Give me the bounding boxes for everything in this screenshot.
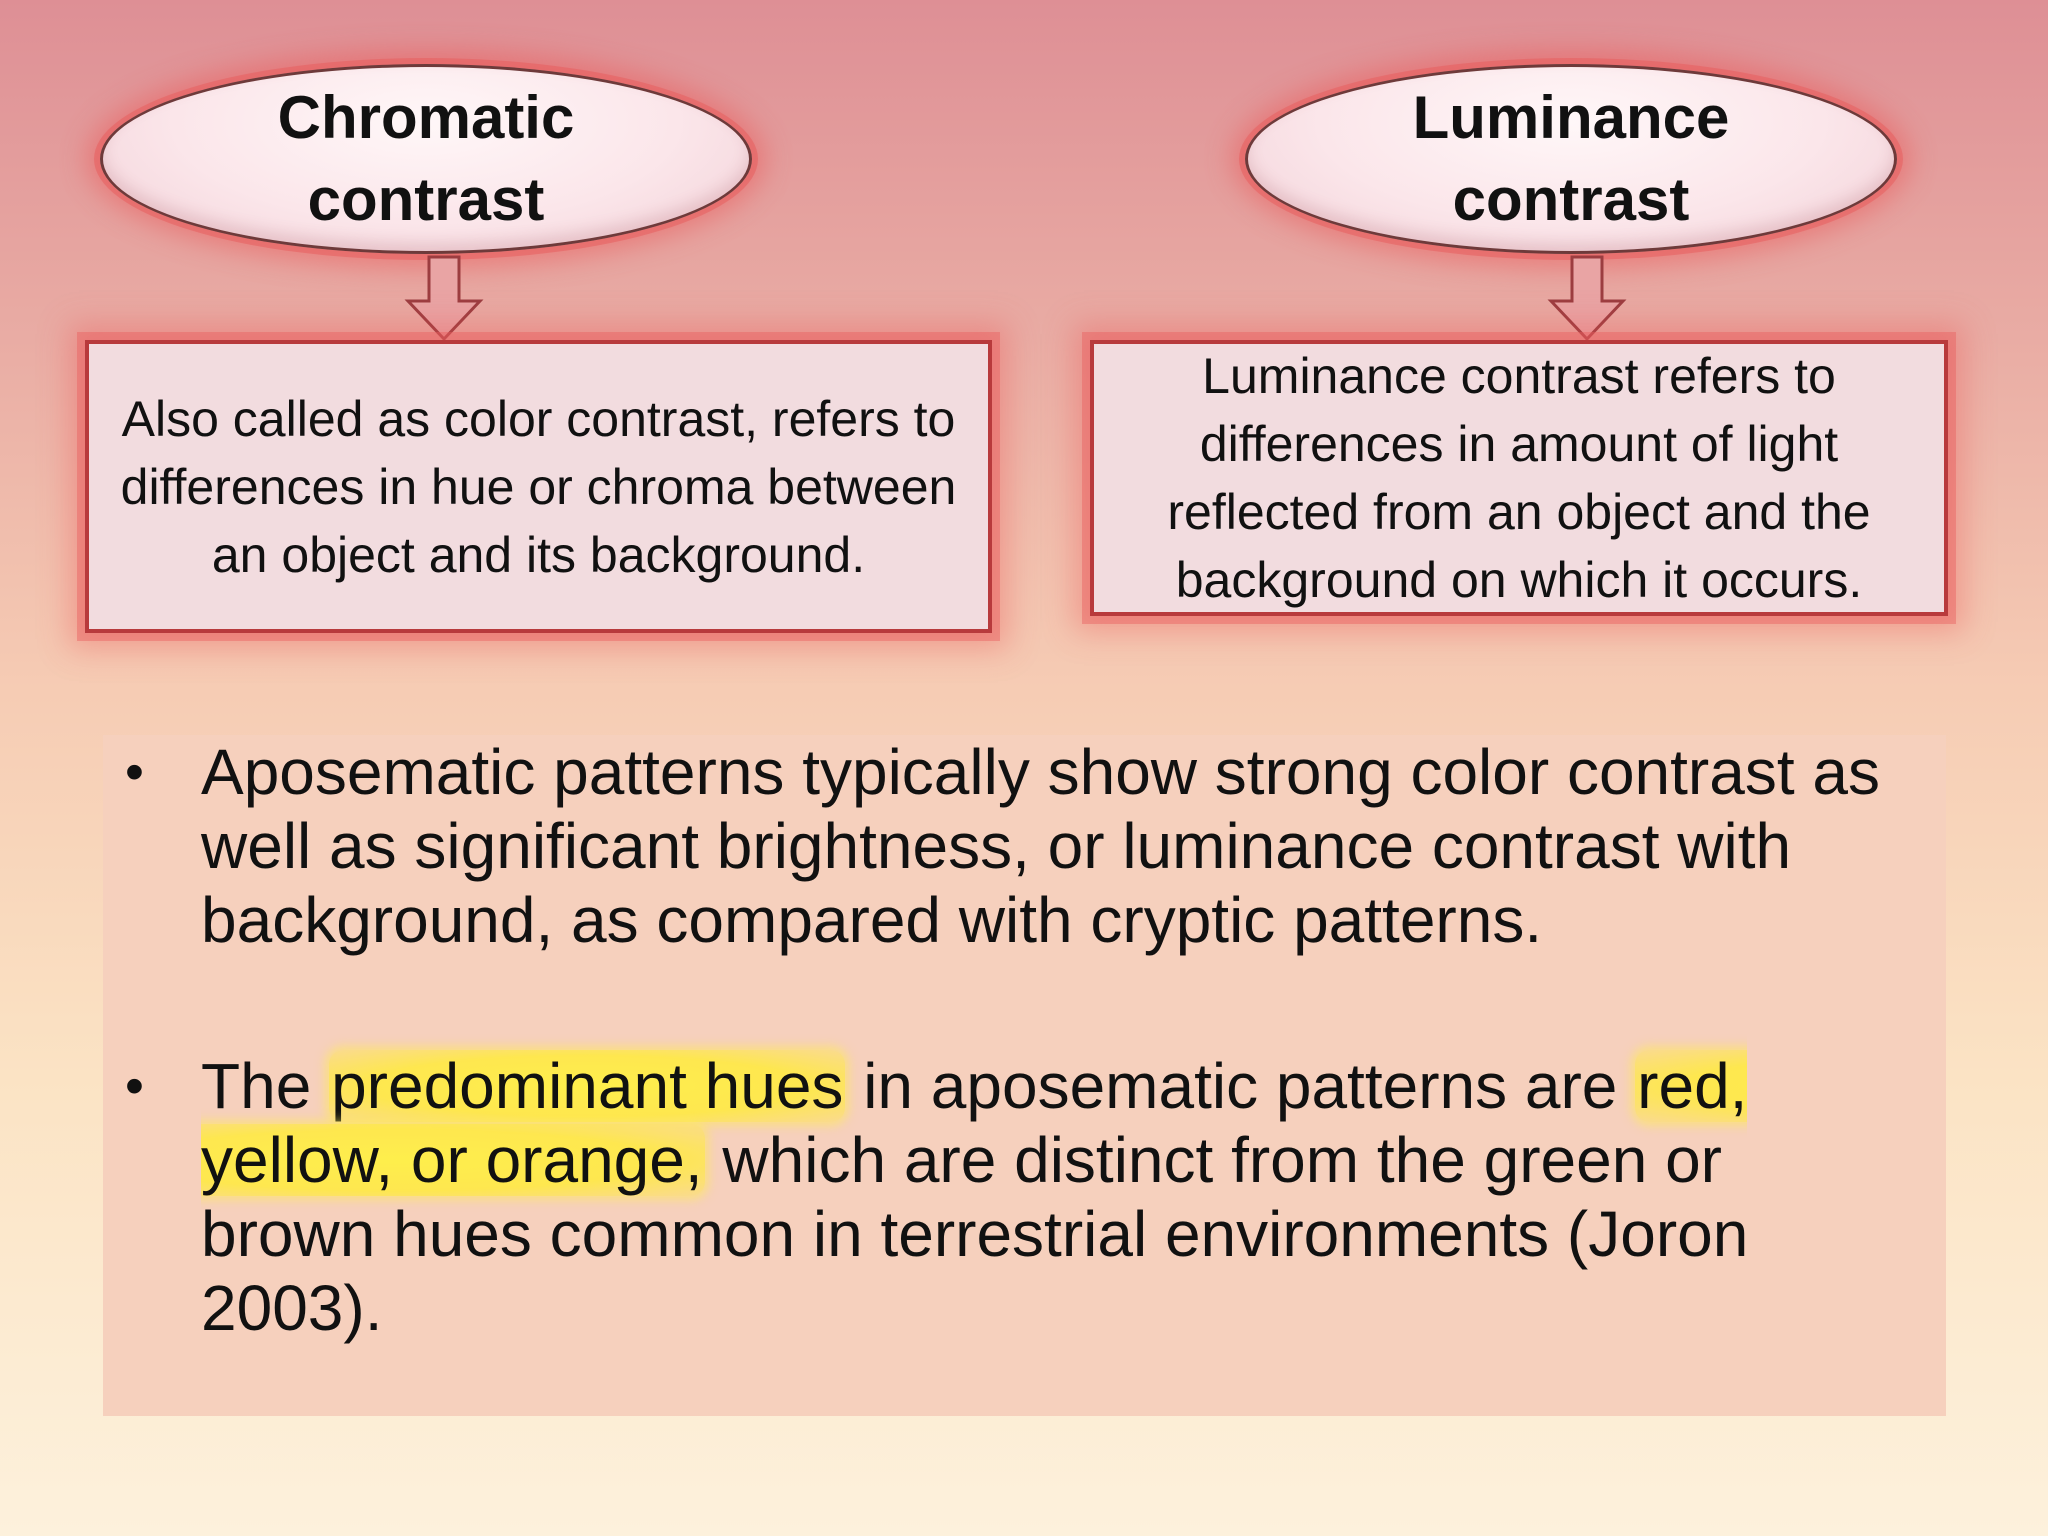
bullet-item	[125, 1049, 1901, 1345]
luminance-contrast-description-box	[1090, 340, 1948, 616]
bullet-text-part: which are distinct from the green or brown hues common in terrestrial environments (Joron 2003).	[201, 1124, 1749, 1344]
chromatic-contrast-description: Also called as color contrast, refers to differences in hue or chroma between an object and its background.	[120, 390, 957, 583]
bullet-dot-icon: •	[125, 742, 144, 802]
bullet-panel	[103, 735, 1946, 1416]
chromatic-contrast-title: Chromatic contrast	[277, 84, 575, 233]
bullet-text-part: The	[201, 1050, 330, 1122]
bullet-item	[125, 735, 1901, 957]
luminance-contrast-node	[1245, 64, 1897, 254]
bullet-dot-icon: •	[125, 1056, 144, 1116]
highlighted-text: red, yellow, or orange,	[201, 1050, 1748, 1196]
chromatic-contrast-node	[100, 64, 752, 254]
down-arrow-icon	[404, 255, 484, 343]
luminance-contrast-description: Luminance contrast refers to differences in amount of light reflected from an object and the background on which it occurs.	[1167, 348, 1871, 608]
luminance-contrast-title: Luminance contrast	[1412, 84, 1730, 233]
bullet-text-part: in aposematic patterns are	[845, 1050, 1636, 1122]
highlighted-text: predominant hues	[331, 1050, 844, 1122]
bullet-text: Aposematic patterns typically show strong color contrast as well as significant brightness, or luminance contrast with background, as compared with cryptic patterns.	[201, 736, 1880, 956]
down-arrow-icon	[1547, 255, 1627, 343]
chromatic-contrast-description-box	[85, 340, 992, 633]
